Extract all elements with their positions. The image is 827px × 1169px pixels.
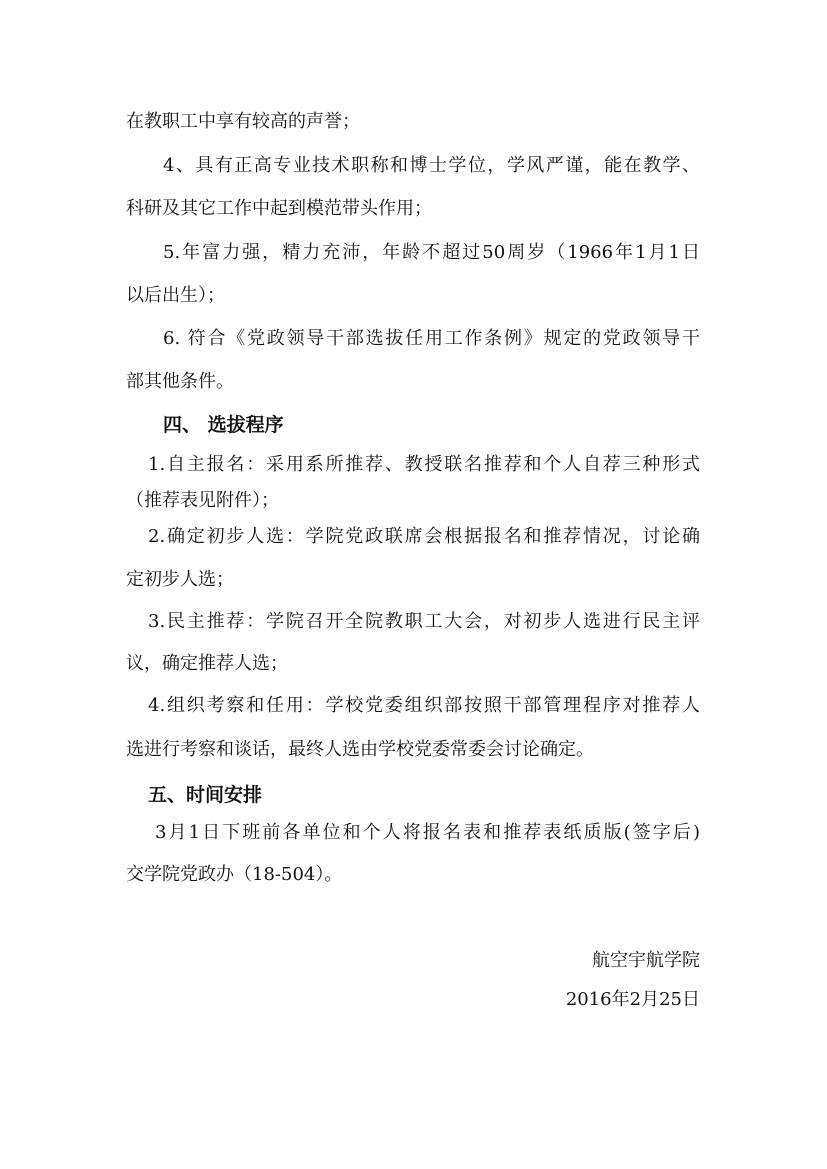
paragraph-line: 3.民主推荐：学院召开全院教职工大会，对初步人选进行民主评 <box>148 611 700 632</box>
section-heading: 四、 选拔程序 <box>163 414 284 436</box>
paragraph-line: 2.确定初步人选：学院党政联席会根据报名和推荐情况，讨论确 <box>148 526 700 547</box>
signature-date: 2016年2月25日 <box>565 989 700 1010</box>
paragraph-line: 3月1日下班前各单位和个人将报名表和推荐表纸质版(签字后) <box>155 822 700 843</box>
paragraph-line: 科研及其它工作中起到模范带头作用； <box>126 198 432 219</box>
paragraph-line: 交学院党政办（18-504）。 <box>126 864 343 885</box>
paragraph-line: 以后出生）； <box>126 285 225 306</box>
paragraph-line: 4.组织考察和任用：学校党委组织部按照干部管理程序对推荐人 <box>148 695 700 716</box>
paragraph-line: 1.自主报名：采用系所推荐、教授联名推荐和个人自荐三种形式 <box>148 454 700 475</box>
paragraph-line: 5.年富力强，精力充沛，年龄不超过50周岁（1966年1月1日 <box>163 242 700 263</box>
signature-org: 航空宇航学院 <box>592 950 700 971</box>
section-heading: 五、时间安排 <box>148 784 263 806</box>
paragraph-line: 部其他条件。 <box>126 371 234 392</box>
paragraph-line: 选进行考察和谈话，最终人选由学校党委常委会讨论确定。 <box>126 739 594 760</box>
paragraph-line: 定初步人选； <box>126 569 234 590</box>
paragraph-line: （推荐表见附件）； <box>126 490 279 511</box>
paragraph-line: 4、具有正高专业技术职称和博士学位，学风严谨，能在教学、 <box>163 155 700 176</box>
paragraph-line: 在教职工中享有较高的声誉； <box>126 111 360 132</box>
paragraph-line: 6. 符合《党政领导干部选拔任用工作条例》规定的党政领导干 <box>163 328 700 349</box>
paragraph-line: 议，确定推荐人选； <box>126 653 288 674</box>
